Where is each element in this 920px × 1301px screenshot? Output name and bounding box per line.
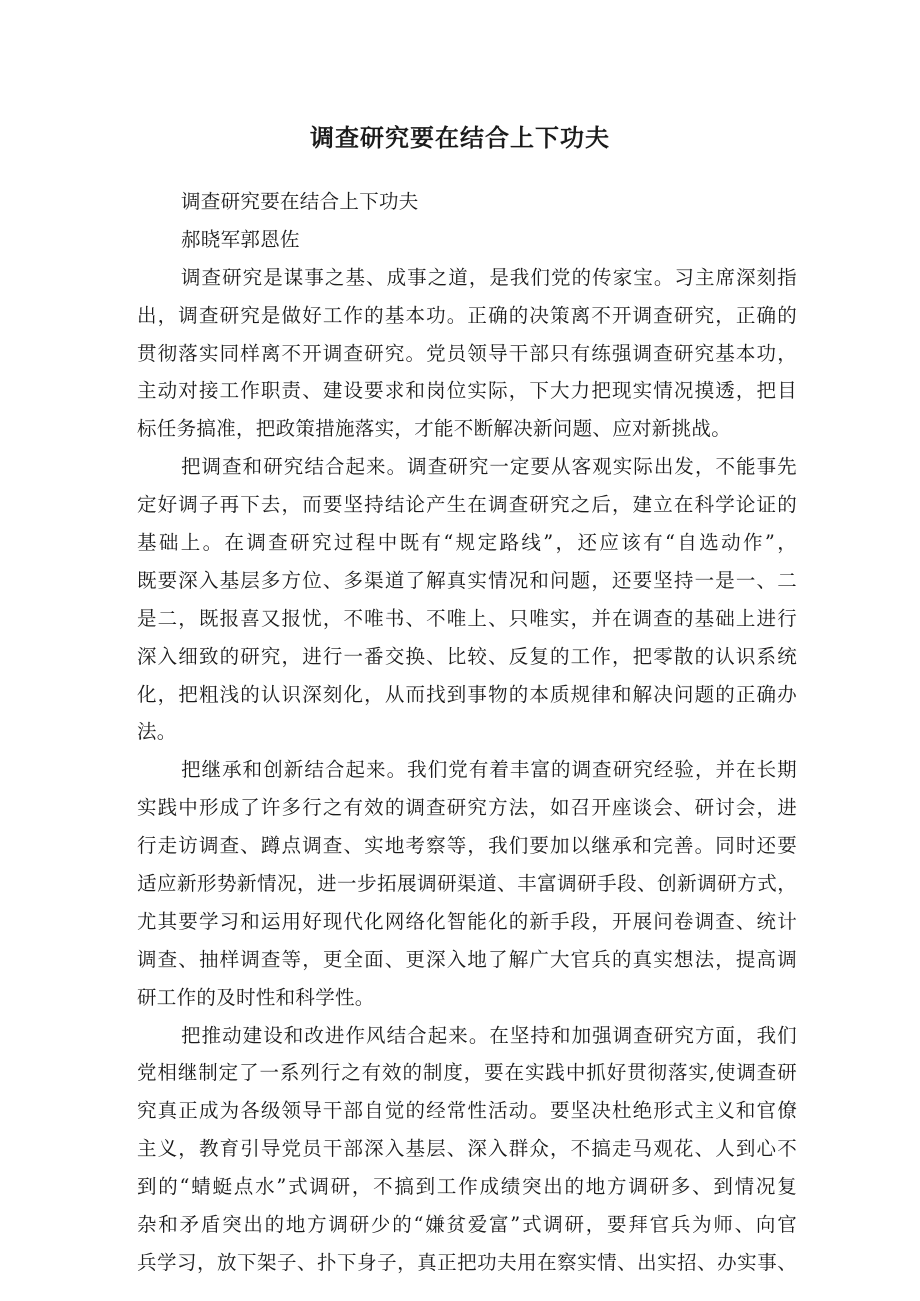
paragraph-line: 标任务搞准，把政策措施落实，才能不断解决新问题、应对新挑战。 xyxy=(137,417,732,441)
paragraph-line: 研工作的及时性和科学性。 xyxy=(137,985,375,1009)
paragraph-line: 是二，既报喜又报忧，不唯书、不唯上、只唯实，并在调查的基础上进行 xyxy=(137,606,797,630)
paragraph-line: 法。 xyxy=(137,720,177,744)
paragraph-line: 兵学习，放下架子、扑下身子，真正把功夫用在察实情、出实招、办实事、 xyxy=(137,1250,797,1274)
paragraph-line: 基础上。在调查研究过程中既有“规定路线”，还应该有“自选动作”， xyxy=(137,531,797,555)
paragraph-line: 主动对接工作职责、建设要求和岗位实际，下大力把现实情况摸透，把目 xyxy=(137,379,797,403)
document-body xyxy=(137,183,797,1282)
paragraph-line: 把继承和创新结合起来。我们党有着丰富的调查研究经验，并在长期 xyxy=(181,758,797,782)
paragraph-line: 适应新形势新情况，进一步拓展调研渠道、丰富调研手段、创新调研方式， xyxy=(137,872,797,896)
paragraph-line: 尤其要学习和运用好现代化网络化智能化的新手段，开展问卷调查、统计 xyxy=(137,909,797,933)
paragraph-line: 定好调子再下去，而要坚持结论产生在调查研究之后，建立在科学论证的 xyxy=(137,493,797,517)
paragraph-line: 实践中形成了许多行之有效的调查研究方法，如召开座谈会、研讨会，进 xyxy=(137,796,797,820)
paragraph-line: 调查、抽样调查等，更全面、更深入地了解广大官兵的真实想法，提高调 xyxy=(137,947,797,971)
subtitle-line: 调查研究要在结合上下功夫 xyxy=(181,190,419,213)
paragraph-line: 既要深入基层多方位、多渠道了解真实情况和问题，还要坚持一是一、二 xyxy=(137,568,797,592)
paragraph-line: 把推动建设和改进作风结合起来。在坚持和加强调查研究方面，我们 xyxy=(181,1023,797,1047)
paragraph-line: 把调查和研究结合起来。调查研究一定要从客观实际出发，不能事先 xyxy=(181,455,797,479)
paragraph-line: 到的“蜻蜓点水”式调研，不搞到工作成绩突出的地方调研多、到情况复 xyxy=(137,1175,797,1199)
paragraph-line: 杂和矛盾突出的地方调研少的“嫌贫爱富”式调研，要拜官兵为师、向官 xyxy=(137,1213,797,1237)
paragraph-line: 化，把粗浅的认识深刻化，从而找到事物的本质规律和解决问题的正确办 xyxy=(137,682,797,706)
document-title: 调查研究要在结合上下功夫 xyxy=(310,124,610,152)
author-line: 郝晓军郭恩佐 xyxy=(181,227,300,251)
paragraph-line: 主义，教育引导党员干部深入基层、深入群众，不搞走马观花、人到心不 xyxy=(137,1137,797,1161)
paragraph-line: 究真正成为各级领导干部自觉的经常性活动。要坚决杜绝形式主义和官僚 xyxy=(137,1099,797,1123)
paragraph-line: 调查研究是谋事之基、成事之道，是我们党的传家宝。习主席深刻指 xyxy=(181,265,797,289)
paragraph-line: 行走访调查、蹲点调查、实地考察等，我们要加以继承和完善。同时还要 xyxy=(137,834,797,858)
paragraph-line: 出，调查研究是做好工作的基本功。正确的决策离不开调查研究，正确的 xyxy=(137,303,797,327)
paragraph-line: 党相继制定了一系列行之有效的制度，要在实践中抓好贯彻落实,使调查研 xyxy=(137,1061,797,1085)
paragraph-line: 贯彻落实同样离不开调查研究。党员领导干部只有练强调查研究基本功， xyxy=(137,341,797,365)
paragraph-line: 深入细致的研究，进行一番交换、比较、反复的工作，把零散的认识系统 xyxy=(137,644,797,668)
